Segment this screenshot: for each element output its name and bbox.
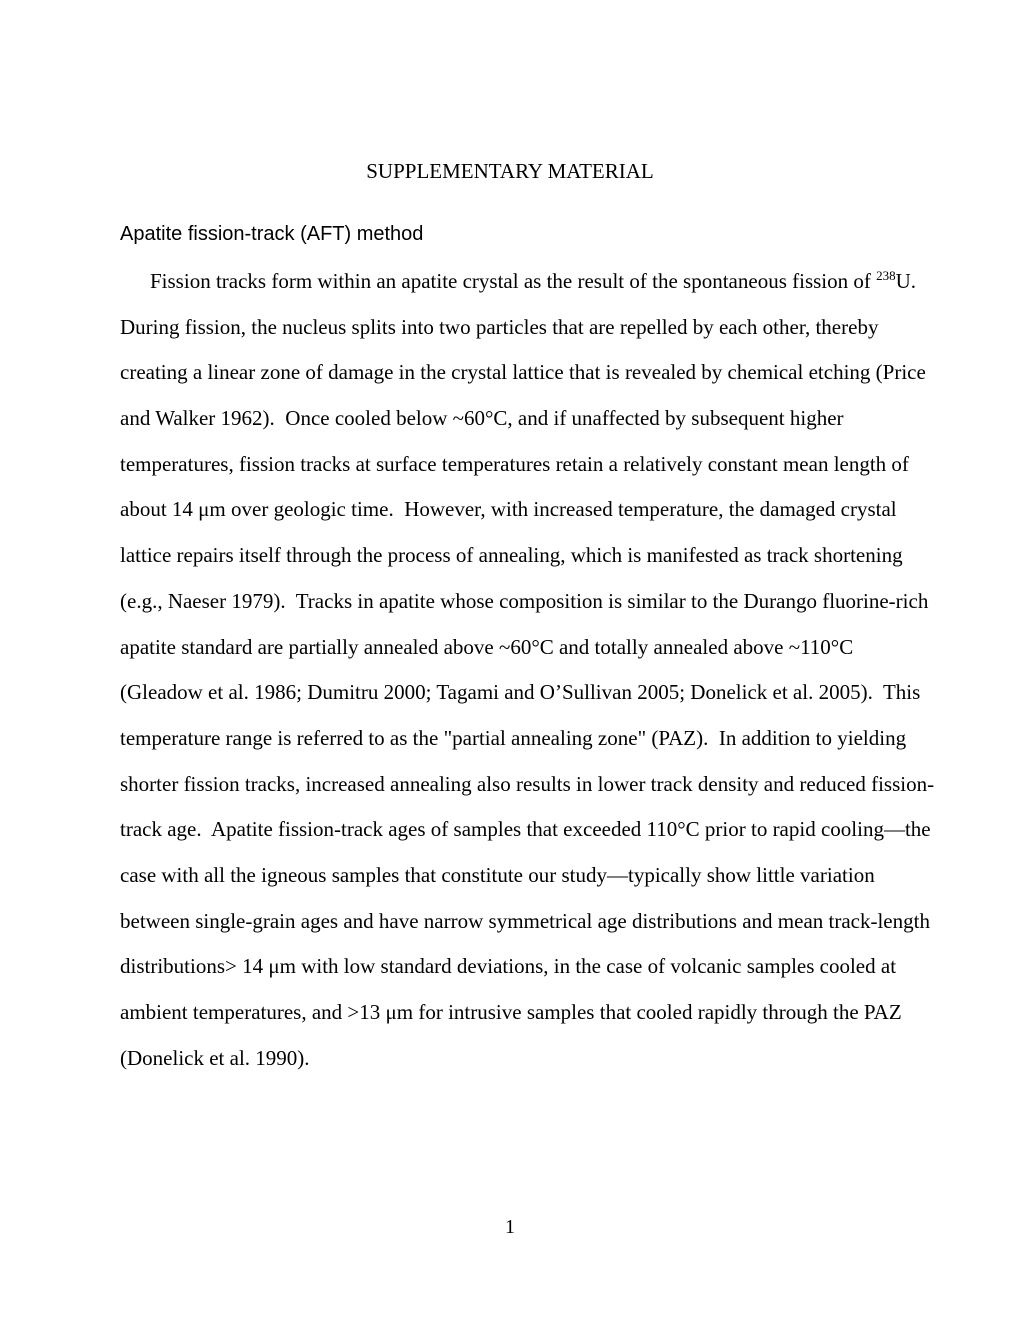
paragraph-line: case with all the igneous samples that constitute our study—typically show little variation	[120, 862, 875, 887]
first-line-text-post: U.	[895, 269, 917, 293]
paragraph-line: about 14 μm over geologic time. However, with increased temperature, the damaged crystal	[120, 497, 897, 522]
section-heading: Apatite fission-track (AFT) method	[120, 223, 424, 245]
paragraph-line: (Donelick et al. 1990).	[120, 1045, 310, 1070]
paragraph-line: lattice repairs itself through the process of annealing, which is manifested as track shortening	[120, 543, 903, 568]
paragraph-line: ambient temperatures, and >13 μm for intrusive samples that cooled rapidly through the PAZ	[120, 1000, 902, 1024]
paragraph-line: track age. Apatite fission-track ages of samples that exceeded 110°C prior to rapid cooling—the	[120, 817, 931, 842]
paragraph-lines	[120, 305, 935, 1082]
paragraph-line: (Gleadow et al. 1986; Dumitru 2000; Tagami and O’Sullivan 2005; Donelick et al. 2005). This	[120, 680, 921, 705]
paragraph-line: creating a linear zone of damage in the crystal lattice that is revealed by chemical etching (Price	[120, 360, 926, 385]
first-line-text-pre: Fission tracks form within an apatite crystal as the result of the spontaneous fission of	[150, 269, 877, 293]
paragraph-line: temperatures, fission tracks at surface temperatures retain a relatively constant mean length of	[120, 451, 909, 476]
paragraph-line: temperature range is referred to as the "partial annealing zone" (PAZ). In addition to yielding	[120, 725, 907, 750]
paragraph-line: shorter fission tracks, increased annealing also results in lower track density and reduced fission-	[120, 771, 935, 796]
paragraph-line: apatite standard are partially annealed above ~60°C and totally annealed above ~110°C	[120, 634, 854, 659]
paragraph-first-line	[120, 259, 917, 305]
body-paragraph	[120, 259, 935, 1081]
document-title: SUPPLEMENTARY MATERIAL	[366, 159, 654, 183]
paragraph-line: During fission, the nucleus splits into two particles that are repelled by each other, thereby	[120, 314, 879, 339]
paragraph-line: and Walker 1962). Once cooled below ~60°C, and if unaffected by subsequent higher	[120, 406, 844, 431]
paragraph-line: (e.g., Naeser 1979). Tracks in apatite whose composition is similar to the Durango fluorine-rich	[120, 588, 929, 613]
page-number: 1	[505, 1216, 515, 1238]
paragraph-line: between single-grain ages and have narrow symmetrical age distributions and mean track-length	[120, 908, 930, 933]
isotope-superscript: 238	[876, 268, 896, 283]
paragraph-line: distributions> 14 μm with low standard deviations, in the case of volcanic samples cooled at	[120, 954, 897, 979]
